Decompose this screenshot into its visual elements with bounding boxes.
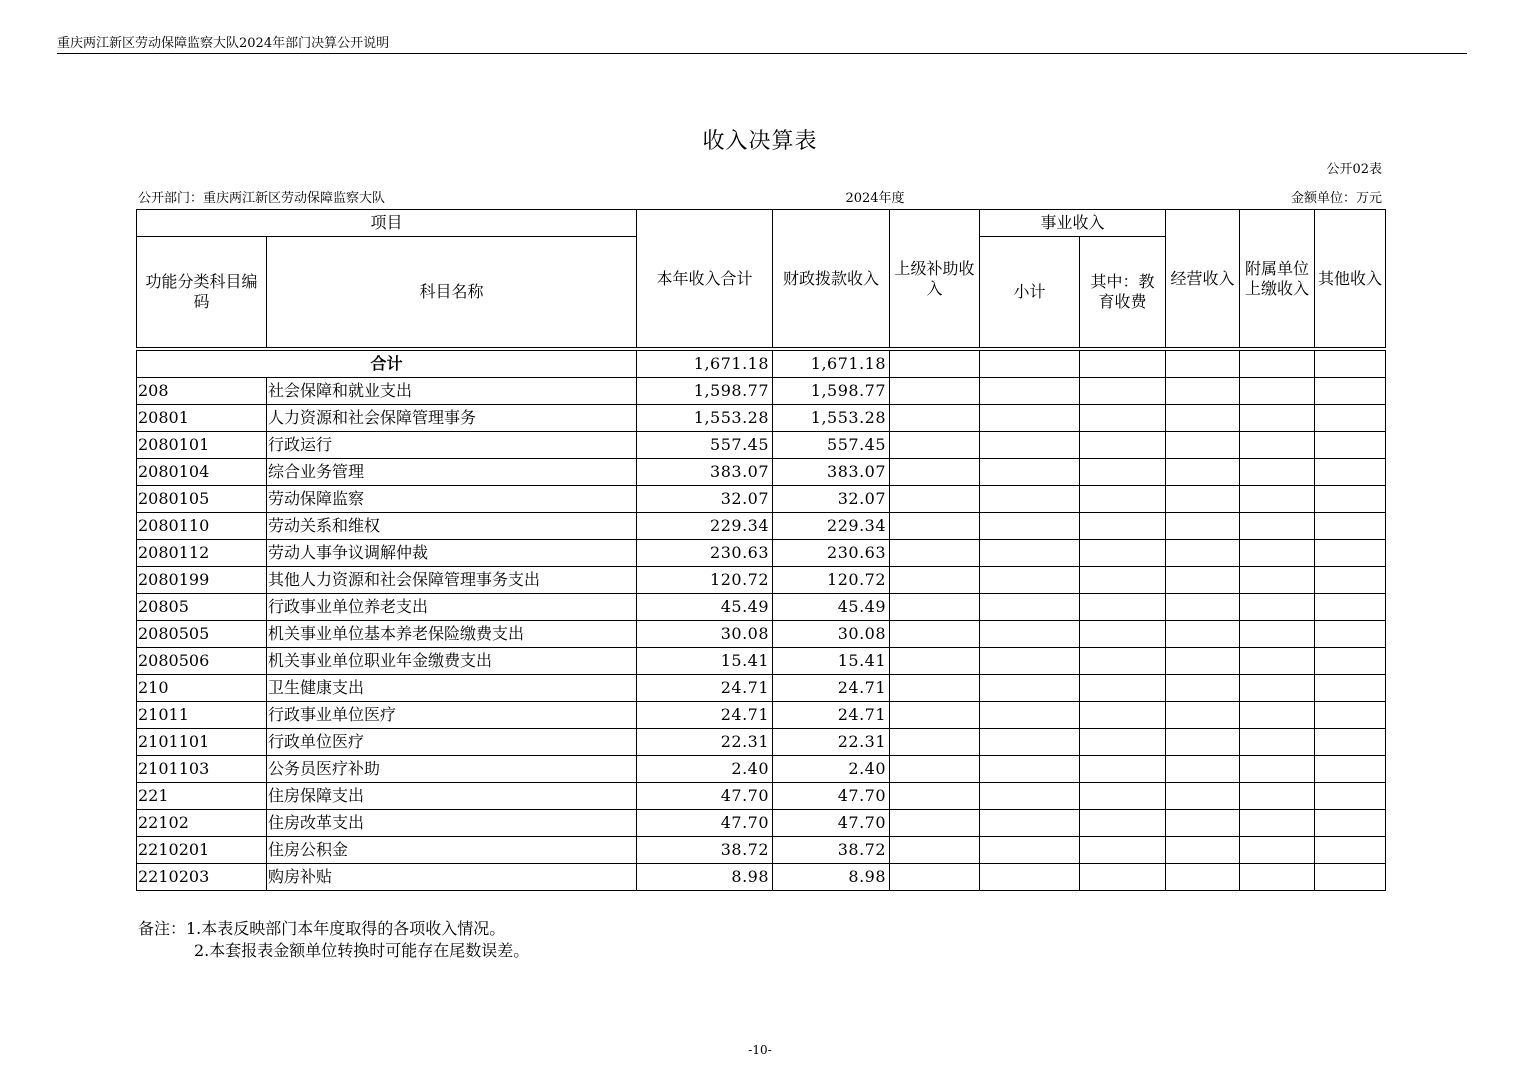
row-subject-name: 卫生健康支出 [267,675,637,702]
note-2: 2.本套报表金额单位转换时可能存在尾数误差。 [194,941,530,960]
subtotal-header: 小计 [980,237,1080,348]
row-total-income: 47.70 [637,810,773,837]
row-affiliated-income [1240,837,1315,864]
row-other-income [1315,513,1386,540]
row-superior-subsidy [890,648,980,675]
row-operating-income [1166,432,1240,459]
row-fiscal-income: 1,553.28 [773,405,890,432]
row-business-subtotal [980,405,1080,432]
row-other-income [1315,459,1386,486]
row-fiscal-income: 30.08 [773,621,890,648]
row-other-income [1315,783,1386,810]
total-income-header: 本年收入合计 [637,210,773,348]
row-education-fee [1080,540,1166,567]
row-operating-income [1166,810,1240,837]
row-superior-subsidy [890,702,980,729]
row-affiliated-income [1240,864,1315,891]
row-code: 2080104 [137,459,267,486]
row-other-income [1315,756,1386,783]
business-income-header: 事业收入 [980,210,1166,237]
row-business-subtotal [980,621,1080,648]
row-education-fee [1080,486,1166,513]
operating-income-header: 经营收入 [1166,210,1240,348]
row-subject-name: 劳动关系和维权 [267,513,637,540]
row-operating-income [1166,513,1240,540]
row-subject-name: 行政事业单位养老支出 [267,594,637,621]
row-operating-income [1166,594,1240,621]
row-operating-income [1166,702,1240,729]
row-affiliated-income [1240,459,1315,486]
row-subject-name: 住房保障支出 [267,783,637,810]
row-education-fee [1080,513,1166,540]
row-total-income: 38.72 [637,837,773,864]
row-code: 2210201 [137,837,267,864]
row-superior-subsidy [890,459,980,486]
row-subject-name: 住房改革支出 [267,810,637,837]
total-label: 合计 [137,351,637,378]
row-affiliated-income [1240,756,1315,783]
row-business-subtotal [980,459,1080,486]
row-operating-income [1166,405,1240,432]
row-education-fee [1080,783,1166,810]
row-business-subtotal [980,810,1080,837]
row-superior-subsidy [890,405,980,432]
table-row [137,729,1386,756]
row-affiliated-income [1240,513,1315,540]
row-superior-subsidy [890,810,980,837]
row-operating-income [1166,783,1240,810]
row-education-fee [1080,756,1166,783]
row-operating-income [1166,621,1240,648]
row-other-income [1315,621,1386,648]
row-fiscal-income: 383.07 [773,459,890,486]
row-business-subtotal [980,513,1080,540]
row-operating-income [1166,756,1240,783]
row-fiscal-income: 2.40 [773,756,890,783]
table-row [137,432,1386,459]
row-operating-income [1166,675,1240,702]
row-education-fee [1080,837,1166,864]
form-number: 公开02表 [1326,162,1382,177]
row-total-income: 22.31 [637,729,773,756]
total-row [137,351,1386,378]
row-affiliated-income [1240,675,1315,702]
row-education-fee [1080,864,1166,891]
row-education-fee [1080,405,1166,432]
row-subject-name: 综合业务管理 [267,459,637,486]
row-education-fee [1080,432,1166,459]
department-label: 公开部门：重庆两江新区劳动保障监察大队 [138,191,386,206]
row-superior-subsidy [890,837,980,864]
row-total-income: 1,553.28 [637,405,773,432]
row-affiliated-income [1240,486,1315,513]
row-business-subtotal [980,432,1080,459]
row-education-fee [1080,702,1166,729]
row-business-subtotal [980,540,1080,567]
row-fiscal-income: 24.71 [773,675,890,702]
row-business-subtotal [980,783,1080,810]
row-affiliated-income [1240,378,1315,405]
row-operating-income [1166,648,1240,675]
row-code: 210 [137,675,267,702]
row-total-income: 229.34 [637,513,773,540]
table-row [137,810,1386,837]
row-business-subtotal [980,864,1080,891]
row-education-fee [1080,729,1166,756]
table-row [137,594,1386,621]
note-1: 备注：1.本表反映部门本年度取得的各项收入情况。 [138,919,506,938]
row-subject-name: 购房补贴 [267,864,637,891]
row-fiscal-income: 229.34 [773,513,890,540]
education-fee-header: 其中：教育收费 [1080,237,1166,348]
row-total-income: 230.63 [637,540,773,567]
row-other-income [1315,837,1386,864]
row-total-income: 32.07 [637,486,773,513]
row-education-fee [1080,675,1166,702]
row-other-income [1315,540,1386,567]
table-row [137,864,1386,891]
row-business-subtotal [980,837,1080,864]
row-superior-subsidy [890,594,980,621]
row-total-income: 557.45 [637,432,773,459]
table-row [137,675,1386,702]
row-code: 2080112 [137,540,267,567]
other-income-header: 其他收入 [1315,210,1386,348]
fiscal-appropriation-header: 财政拨款收入 [773,210,890,348]
table-row [137,405,1386,432]
row-affiliated-income [1240,783,1315,810]
table-row [137,567,1386,594]
row-affiliated-income [1240,621,1315,648]
row-other-income [1315,486,1386,513]
row-superior-subsidy [890,432,980,459]
row-superior-subsidy [890,729,980,756]
row-other-income [1315,648,1386,675]
table-row [137,378,1386,405]
row-superior-subsidy [890,621,980,648]
row-operating-income [1166,729,1240,756]
row-operating-income [1166,378,1240,405]
row-superior-subsidy [890,486,980,513]
row-other-income [1315,594,1386,621]
row-code: 2080506 [137,648,267,675]
row-subject-name: 行政运行 [267,432,637,459]
row-business-subtotal [980,648,1080,675]
row-fiscal-income: 47.70 [773,810,890,837]
row-code: 2080505 [137,621,267,648]
report-title: 收入决算表 [702,129,818,154]
row-fiscal-income: 557.45 [773,432,890,459]
row-other-income [1315,405,1386,432]
row-total-income: 47.70 [637,783,773,810]
row-superior-subsidy [890,864,980,891]
row-subject-name: 劳动人事争议调解仲裁 [267,540,637,567]
row-affiliated-income [1240,729,1315,756]
row-other-income [1315,702,1386,729]
row-other-income [1315,567,1386,594]
row-other-income [1315,810,1386,837]
row-subject-name: 公务员医疗补助 [267,756,637,783]
row-total-income: 45.49 [637,594,773,621]
row-other-income [1315,729,1386,756]
header-row-1 [137,210,1386,237]
row-operating-income [1166,459,1240,486]
row-code: 2080105 [137,486,267,513]
row-subject-name: 社会保障和就业支出 [267,378,637,405]
row-fiscal-income: 32.07 [773,486,890,513]
row-business-subtotal [980,486,1080,513]
row-operating-income [1166,837,1240,864]
row-total-income: 24.71 [637,675,773,702]
row-education-fee [1080,378,1166,405]
table-row [137,513,1386,540]
row-fiscal-income: 22.31 [773,729,890,756]
total-income-value: 1,671.18 [637,351,773,378]
row-superior-subsidy [890,567,980,594]
row-operating-income [1166,540,1240,567]
row-fiscal-income: 24.71 [773,702,890,729]
row-subject-name: 劳动保障监察 [267,486,637,513]
row-fiscal-income: 120.72 [773,567,890,594]
row-affiliated-income [1240,810,1315,837]
row-business-subtotal [980,567,1080,594]
row-affiliated-income [1240,567,1315,594]
row-affiliated-income [1240,648,1315,675]
row-fiscal-income: 8.98 [773,864,890,891]
row-superior-subsidy [890,756,980,783]
row-subject-name: 行政事业单位医疗 [267,702,637,729]
project-header: 项目 [137,210,637,237]
row-affiliated-income [1240,540,1315,567]
page-number: -10- [748,1043,772,1057]
row-education-fee [1080,810,1166,837]
row-code: 20801 [137,405,267,432]
total-fiscal-value: 1,671.18 [773,351,890,378]
row-superior-subsidy [890,783,980,810]
row-fiscal-income: 1,598.77 [773,378,890,405]
row-other-income [1315,864,1386,891]
row-other-income [1315,432,1386,459]
row-code: 2080199 [137,567,267,594]
row-total-income: 8.98 [637,864,773,891]
row-operating-income [1166,864,1240,891]
row-business-subtotal [980,378,1080,405]
row-total-income: 2.40 [637,756,773,783]
row-code: 2101101 [137,729,267,756]
row-code: 22102 [137,810,267,837]
row-superior-subsidy [890,675,980,702]
row-subject-name: 住房公积金 [267,837,637,864]
row-affiliated-income [1240,594,1315,621]
table-row [137,837,1386,864]
header-divider [57,53,1467,54]
row-subject-name: 人力资源和社会保障管理事务 [267,405,637,432]
row-affiliated-income [1240,405,1315,432]
row-fiscal-income: 230.63 [773,540,890,567]
document-header-title: 重庆两江新区劳动保障监察大队2024年部门决算公开说明 [57,36,390,51]
fiscal-year-label: 2024年度 [845,191,905,206]
row-code: 2080101 [137,432,267,459]
row-superior-subsidy [890,513,980,540]
row-business-subtotal [980,756,1080,783]
table-row [137,783,1386,810]
table-row [137,648,1386,675]
row-operating-income [1166,567,1240,594]
row-code: 221 [137,783,267,810]
row-other-income [1315,378,1386,405]
row-code: 2210203 [137,864,267,891]
row-code: 21011 [137,702,267,729]
table-row [137,702,1386,729]
row-subject-name: 机关事业单位职业年金缴费支出 [267,648,637,675]
row-business-subtotal [980,675,1080,702]
row-code: 20805 [137,594,267,621]
row-affiliated-income [1240,432,1315,459]
row-business-subtotal [980,702,1080,729]
row-total-income: 15.41 [637,648,773,675]
function-code-header: 功能分类科目编码 [137,237,267,348]
row-superior-subsidy [890,540,980,567]
table-row [137,621,1386,648]
row-operating-income [1166,486,1240,513]
row-total-income: 120.72 [637,567,773,594]
notes [138,918,529,962]
row-education-fee [1080,459,1166,486]
row-superior-subsidy [890,378,980,405]
row-affiliated-income [1240,702,1315,729]
row-fiscal-income: 38.72 [773,837,890,864]
row-education-fee [1080,594,1166,621]
row-total-income: 1,598.77 [637,378,773,405]
table-row [137,540,1386,567]
subject-name-header: 科目名称 [267,237,637,348]
table-row [137,486,1386,513]
row-total-income: 383.07 [637,459,773,486]
row-education-fee [1080,567,1166,594]
income-settlement-table [136,209,1386,891]
superior-subsidy-header: 上级补助收入 [890,210,980,348]
row-business-subtotal [980,594,1080,621]
row-subject-name: 行政单位医疗 [267,729,637,756]
row-total-income: 30.08 [637,621,773,648]
table-row [137,756,1386,783]
row-subject-name: 机关事业单位基本养老保险缴费支出 [267,621,637,648]
row-code: 2101103 [137,756,267,783]
amount-unit-label: 金额单位：万元 [1290,191,1382,206]
row-subject-name: 其他人力资源和社会保障管理事务支出 [267,567,637,594]
row-education-fee [1080,648,1166,675]
row-fiscal-income: 45.49 [773,594,890,621]
row-other-income [1315,675,1386,702]
table-row [137,459,1386,486]
row-fiscal-income: 15.41 [773,648,890,675]
row-fiscal-income: 47.70 [773,783,890,810]
row-total-income: 24.71 [637,702,773,729]
affiliated-unit-header: 附属单位上缴收入 [1240,210,1315,348]
row-business-subtotal [980,729,1080,756]
row-code: 2080110 [137,513,267,540]
row-code: 208 [137,378,267,405]
row-education-fee [1080,621,1166,648]
